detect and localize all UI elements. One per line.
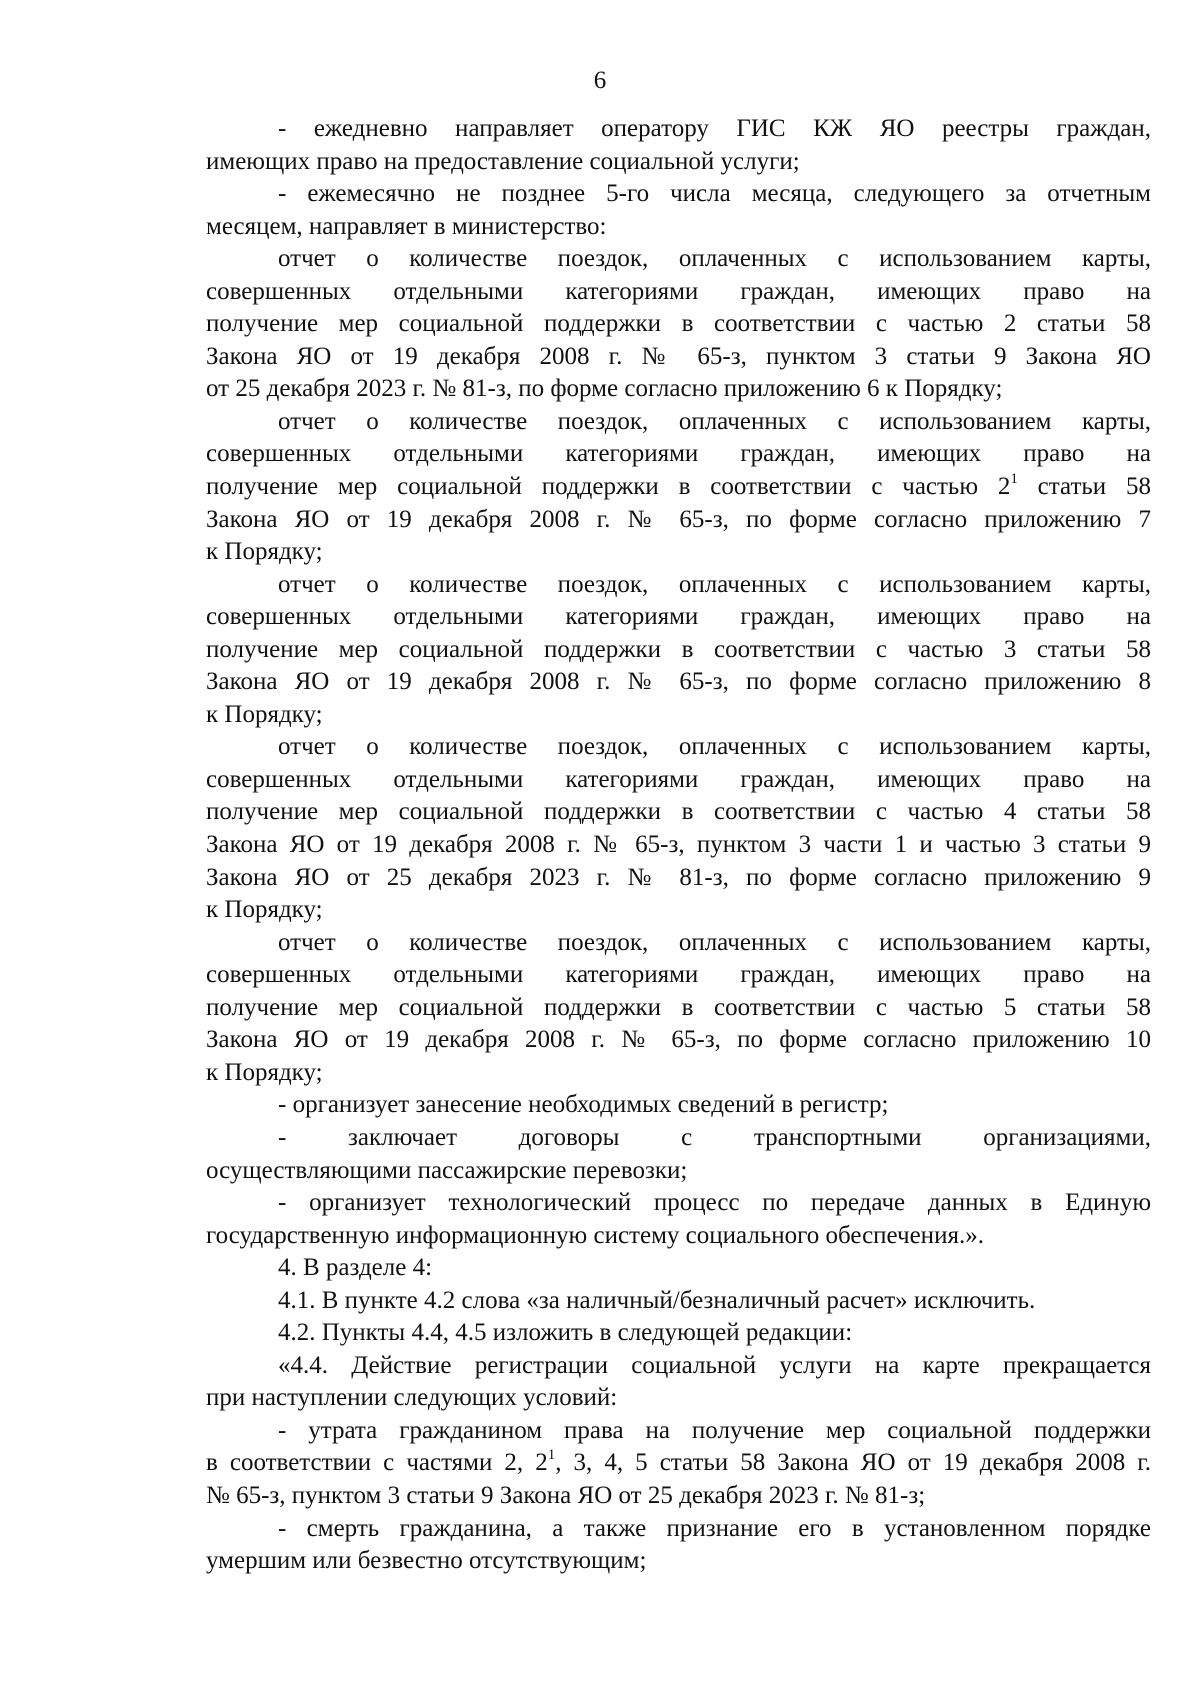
text-line xyxy=(206,894,1151,927)
text-line-content: к Порядку; xyxy=(206,1058,323,1086)
text-line xyxy=(206,243,1151,276)
text-line-content: к Порядку; xyxy=(206,538,323,566)
text-line xyxy=(206,504,1151,537)
text-line xyxy=(206,927,1151,960)
text-line xyxy=(206,796,1151,829)
text-line xyxy=(206,471,1151,504)
text-line-content: к Порядку; xyxy=(206,896,323,924)
text-line-content: к Порядку; xyxy=(206,700,323,728)
text-line-continuation: статьи 58 xyxy=(1017,473,1151,501)
text-line-content: отчет о количестве поездок, оплаченных с использованием карты, xyxy=(278,570,1151,598)
text-line-content: совершенных отдельными категориями граждан, имеющих право на xyxy=(206,277,1151,305)
text-line xyxy=(206,959,1151,992)
document-body xyxy=(206,113,1151,1578)
text-line xyxy=(206,113,1151,146)
text-line-content: - ежемесячно не позднее 5-го числа месяца, следующего за отчетным xyxy=(278,180,1151,208)
text-line xyxy=(206,601,1151,634)
text-line xyxy=(206,1415,1151,1448)
text-line-content: получение мер социальной поддержки в соответствии с частью 5 статьи 58 xyxy=(206,993,1151,1021)
text-line xyxy=(206,406,1151,439)
text-line-content: отчет о количестве поездок, оплаченных с использованием карты, xyxy=(278,245,1151,273)
text-line xyxy=(206,1382,1151,1415)
text-line xyxy=(206,1089,1151,1122)
text-line-content: отчет о количестве поездок, оплаченных с использованием карты, xyxy=(278,733,1151,761)
text-line xyxy=(206,1513,1151,1546)
text-line xyxy=(206,178,1151,211)
text-line xyxy=(206,1155,1151,1188)
text-line-content: совершенных отдельными категориями граждан, имеющих право на xyxy=(206,603,1151,631)
text-line xyxy=(206,536,1151,569)
text-line-content: отчет о количестве поездок, оплаченных с использованием карты, xyxy=(278,928,1151,956)
text-line-content: - организует технологический процесс по передаче данных в Единую xyxy=(278,1189,1151,1217)
text-line xyxy=(206,1122,1151,1155)
text-line xyxy=(206,1024,1151,1057)
text-line-content: - заключает договоры с транспортными организациями, xyxy=(278,1123,1151,1151)
page-number: 6 xyxy=(593,67,607,94)
text-line xyxy=(206,1317,1151,1350)
text-line xyxy=(206,341,1151,374)
text-line-content: при наступлении следующих условий: xyxy=(206,1384,618,1412)
text-line-content: осуществляющими пассажирские перевозки; xyxy=(206,1156,688,1184)
text-line xyxy=(206,829,1151,862)
text-line-content: совершенных отдельными категориями граждан, имеющих право на xyxy=(206,961,1151,989)
text-line xyxy=(206,1187,1151,1220)
superscript: 1 xyxy=(547,1447,556,1464)
text-line-content: Закона ЯО от 19 декабря 2008 г. № 65-з, по форме согласно приложению 7 xyxy=(206,505,1151,533)
text-line xyxy=(206,634,1151,667)
text-line xyxy=(206,146,1151,179)
text-line xyxy=(206,211,1151,244)
text-line xyxy=(206,764,1151,797)
text-line-content: отчет о количестве поездок, оплаченных с использованием карты, xyxy=(278,407,1151,435)
text-line-content: 4.2. Пункты 4.4, 4.5 изложить в следующей редакции: xyxy=(278,1319,853,1347)
text-line-content: 4. В разделе 4: xyxy=(278,1254,433,1282)
text-line-content: имеющих право на предоставление социальной услуги; xyxy=(206,147,800,175)
text-line-content: умершим или безвестно отсутствующим; xyxy=(206,1547,647,1575)
text-line-content: получение мер социальной поддержки в соответствии с частью 2 xyxy=(206,473,1011,501)
superscript: 1 xyxy=(1010,471,1018,488)
text-line-content: месяцем, направляет в министерство: xyxy=(206,212,607,240)
text-line-content: совершенных отдельными категориями граждан, имеющих право на xyxy=(206,765,1151,793)
text-line-content: Закона ЯО от 25 декабря 2023 г. № 81-з, по форме согласно приложению 9 xyxy=(206,863,1151,891)
text-line xyxy=(206,862,1151,895)
text-line xyxy=(206,1545,1151,1578)
text-line xyxy=(206,731,1151,764)
text-line-content: - ежедневно направляет оператору ГИС КЖ ЯО реестры граждан, xyxy=(278,115,1151,142)
text-line xyxy=(206,373,1151,406)
text-line xyxy=(206,992,1151,1025)
text-line xyxy=(206,666,1151,699)
text-line-content: Закона ЯО от 19 декабря 2008 г. № 65-з, по форме согласно приложению 8 xyxy=(206,668,1151,696)
text-line xyxy=(206,1057,1151,1090)
text-line xyxy=(206,438,1151,471)
text-line xyxy=(206,1285,1151,1318)
text-line-content: Закона ЯО от 19 декабря 2008 г. № 65-з, по форме согласно приложению 10 xyxy=(206,1026,1151,1054)
text-line xyxy=(206,1252,1151,1285)
text-line-content: «4.4. Действие регистрации социальной услуги на карте прекращается xyxy=(278,1351,1151,1379)
text-line-content: получение мер социальной поддержки в соответствии с частью 2 статьи 58 xyxy=(206,310,1151,338)
text-line-content: 4.1. В пункте 4.2 слова «за наличный/безналичный расчет» исключить. xyxy=(278,1286,1036,1314)
text-line xyxy=(206,699,1151,732)
text-line-content: - смерть гражданина, а также признание его в установленном порядке xyxy=(278,1514,1151,1542)
text-line xyxy=(206,276,1151,309)
text-line xyxy=(206,1447,1151,1480)
text-line xyxy=(206,569,1151,602)
text-line-content: Закона ЯО от 19 декабря 2008 г. № 65-з, пунктом 3 статьи 9 Закона ЯО xyxy=(206,342,1151,370)
text-line-content: в соответствии с частями 2, 2 xyxy=(206,1449,548,1477)
text-line-content: - организует занесение необходимых сведений в регистр; xyxy=(278,1091,889,1119)
text-line xyxy=(206,308,1151,341)
text-line xyxy=(206,1350,1151,1383)
text-line-content: Закона ЯО от 19 декабря 2008 г. № 65-з, пунктом 3 части 1 и частью 3 статьи 9 xyxy=(206,831,1151,859)
text-line xyxy=(206,1220,1151,1253)
text-line-content: от 25 декабря 2023 г. № 81-з, по форме согласно приложению 6 к Порядку; xyxy=(206,375,1003,403)
text-line-content: - утрата гражданином права на получение мер социальной поддержки xyxy=(278,1416,1151,1444)
text-line xyxy=(206,1480,1151,1513)
text-line-content: № 65-з, пунктом 3 статьи 9 Закона ЯО от 25 декабря 2023 г. № 81-з; xyxy=(206,1481,926,1509)
text-line-content: государственную информационную систему социального обеспечения.». xyxy=(206,1221,984,1249)
text-line-content: получение мер социальной поддержки в соответствии с частью 4 статьи 58 xyxy=(206,798,1151,826)
text-line-continuation: , 3, 4, 5 статьи 58 Закона ЯО от 19 декабря 2008 г. xyxy=(555,1449,1151,1477)
text-line-content: получение мер социальной поддержки в соответствии с частью 3 статьи 58 xyxy=(206,635,1151,663)
text-line-content: совершенных отдельными категориями граждан, имеющих право на xyxy=(206,440,1151,468)
